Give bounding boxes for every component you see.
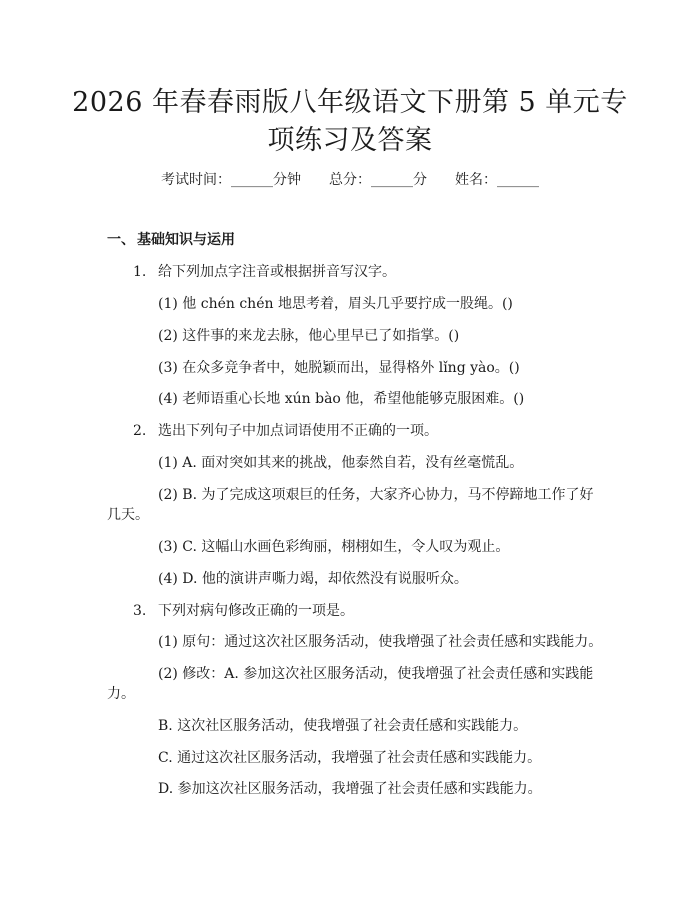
question-prompt: 下列对病句修改正确的一项是。 xyxy=(158,603,354,619)
name-field: 姓名：______ xyxy=(455,172,539,188)
question-item: (4) 老师语重心长地 xún bào 他，希望他能够克服困难。() xyxy=(158,391,525,407)
answer-option-d: D. 参加这次社区服务活动，我增强了社会责任感和实践能力。 xyxy=(158,781,542,797)
answer-option-b: B. 这次社区服务活动，使我增强了社会责任感和实践能力。 xyxy=(158,718,528,734)
question-item-continuation: 几天。 xyxy=(107,507,149,523)
question-1 xyxy=(133,262,396,282)
exam-meta xyxy=(0,170,700,190)
answer-option-c: C. 通过这次社区服务活动，我增强了社会责任感和实践能力。 xyxy=(158,750,542,766)
section-heading xyxy=(107,230,235,250)
question-item: (2) B. 为了完成这项艰巨的任务，大家齐心协力，马不停蹄地工作了好 xyxy=(158,487,594,503)
section-title: 基础知识与运用 xyxy=(137,232,235,248)
question-item: (3) 在众多竞争者中，她脱颖而出，显得格外 lǐng yào。() xyxy=(158,360,520,376)
question-2 xyxy=(133,421,438,441)
question-item: (4) D. 他的演讲声嘶力竭，却依然没有说服听众。 xyxy=(158,571,468,587)
document-title-line-1: 2026 年春春雨版八年级语文下册第 5 单元专 xyxy=(72,87,628,118)
question-number: 1. xyxy=(133,264,147,280)
total-score-field: 总分：______分 xyxy=(329,172,427,188)
question-item-continuation: 力。 xyxy=(107,686,135,702)
question-item: (2) 修改：A. 参加这次社区服务活动，使我增强了社会责任感和实践能 xyxy=(158,666,594,682)
question-number: 2. xyxy=(133,423,147,439)
question-number: 3. xyxy=(133,603,147,619)
question-prompt: 选出下列句子中加点词语使用不正确的一项。 xyxy=(158,423,438,439)
question-item: (2) 这件事的来龙去脉，他心里早已了如指掌。() xyxy=(158,328,460,344)
exam-time-field: 考试时间：______分钟 xyxy=(161,172,301,188)
question-item: (1) 他 chén chén 地思考着，眉头几乎要拧成一股绳。() xyxy=(158,296,513,312)
question-item: (3) C. 这幅山水画色彩绚丽，栩栩如生，令人叹为观止。 xyxy=(158,539,510,555)
question-3 xyxy=(133,601,354,621)
question-item: (1) 原句：通过这次社区服务活动，使我增强了社会责任感和实践能力。 xyxy=(158,634,603,650)
question-prompt: 给下列加点字注音或根据拼音写汉字。 xyxy=(158,264,396,280)
document-title-line-2: 项练习及答案 xyxy=(267,125,433,156)
section-number: 一、 xyxy=(107,232,135,248)
question-item: (1) A. 面对突如其来的挑战，他泰然自若，没有丝毫慌乱。 xyxy=(158,455,524,471)
